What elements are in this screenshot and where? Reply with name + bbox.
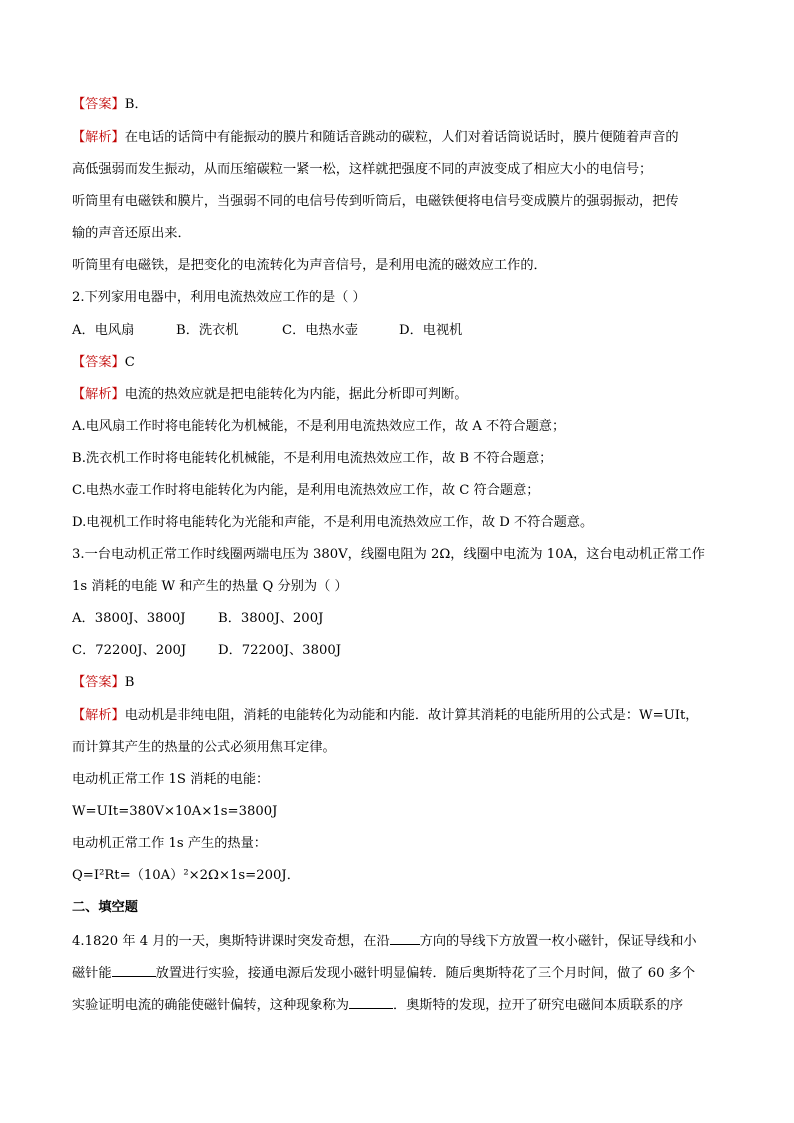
q2-stem: 2.下列家用电器中，利用电流热效应工作的是（ ） <box>72 290 366 305</box>
q3-stem-line-2: 1s 消耗的电能 W 和产生的热量 Q 分别为（ ） <box>72 579 348 594</box>
q3-stem-line-1: 3.一台电动机正常工作时线圈两端电压为 380V，线圈电阻为 2Ω，线圈中电流为 10A，这台电动机正常工作 <box>72 547 705 562</box>
q3-analysis-line-4: W=UIt=380V×10A×1s=3800J <box>72 804 278 819</box>
q4-text: ．奥斯特的发现，拉开了研究电磁间本质联系的序 <box>392 998 684 1013</box>
q2-analysis-line-2: A.电风扇工作时将电能转化为机械能，不是利用电流热效应工作，故 A 不符合题意； <box>72 419 566 434</box>
fill-blank-2[interactable] <box>112 962 156 977</box>
q2-answer: C <box>124 355 135 370</box>
q1-analysis-line-1 <box>72 128 679 148</box>
q4-text: 磁针能 <box>72 966 112 981</box>
q4-line-3 <box>72 994 683 1016</box>
answer-tag: 【答案】 <box>72 675 125 690</box>
answer-tag: 【答案】 <box>72 97 125 112</box>
q3-analysis-line-1 <box>72 706 698 726</box>
q2-option-b: B．洗衣机 <box>176 323 239 338</box>
fill-blank-1[interactable] <box>390 930 420 945</box>
q4-text: 放置进行实验，接通电源后发现小磁针明显偏转．随后奥斯特花了三个月时间，做了 60 多个 <box>155 966 696 981</box>
q2-analysis-line-3: B.洗衣机工作时将电能转化机械能，不是利用电流热效应工作，故 B 不符合题意； <box>72 451 553 466</box>
q2-option-c: C．电热水壶 <box>282 323 359 338</box>
q3-analysis-line-5: 电动机正常工作 1s 产生的热量： <box>72 836 267 851</box>
q3-option-a: A．3800J、3800J <box>72 611 186 626</box>
q4-text: 4.1820 年 4 月的一天，奥斯特讲课时突发奇想，在沿 <box>72 934 390 949</box>
q3-option-b: B．3800J、200J <box>218 611 324 626</box>
q1-answer: B． <box>124 97 148 112</box>
q1-analysis-line-5: 听筒里有电磁铁，是把变化的电流转化为声音信号，是利用电流的磁效应工作的． <box>72 258 547 273</box>
q3-analysis-line-6: Q=I²Rt=（10A）²×2Ω×1s=200J． <box>72 868 300 883</box>
q3-answer: B <box>124 675 135 690</box>
q3-analysis-text: 电动机是非纯电阻，消耗的电能转化为动能和内能．故计算其消耗的电能所用的公式是：W=UIt， <box>124 708 699 723</box>
q2-analysis-line-5: D.电视机工作时将电能转化为光能和声能，不是利用电流热效应工作，故 D 不符合题意。 <box>72 515 594 530</box>
q3-analysis-line-2: 而计算其产生的热量的公式必须用焦耳定律。 <box>72 740 336 755</box>
q3-analysis-line-3: 电动机正常工作 1S 消耗的电能： <box>72 772 270 787</box>
q2-analysis-line-1 <box>72 385 468 405</box>
q2-analysis-line-4: C.电热水壶工作时将电能转化为内能，是利用电流热效应工作，故 C 符合题意； <box>72 483 540 498</box>
q4-text: 方向的导线下方放置一枚小磁针，保证导线和小 <box>419 934 697 949</box>
q1-analysis-line-2: 高低强弱而发生振动，从而压缩碳粒一紧一松，这样就把强度不同的声波变成了相应大小的电信号； <box>72 162 653 177</box>
q3-answer-line <box>72 673 134 693</box>
q2-option-d: D．电视机 <box>399 323 463 338</box>
q2-option-a: A．电风扇 <box>72 323 135 338</box>
q1-analysis-line-3: 听筒里有电磁铁和膜片，当强弱不同的电信号传到听筒后，电磁铁便将电信号变成膜片的强弱振动，把传 <box>72 194 679 209</box>
q3-option-c: C．72200J、200J <box>72 643 187 658</box>
q2-analysis-text: 电流的热效应就是把电能转化为内能，据此分析即可判断。 <box>124 387 468 402</box>
q1-analysis-line-4: 输的声音还原出来． <box>72 226 191 241</box>
q1-answer-line <box>72 95 148 115</box>
analysis-tag: 【解析】 <box>72 708 125 723</box>
analysis-tag: 【解析】 <box>72 387 125 402</box>
answer-tag: 【答案】 <box>72 355 125 370</box>
q1-analysis-text: 在电话的话筒中有能振动的膜片和随话音跳动的碳粒，人们对着话筒说话时，膜片便随着声音的 <box>124 130 679 145</box>
q4-text: 实验证明电流的确能使磁针偏转，这种现象称为 <box>72 998 349 1013</box>
q4-line-1 <box>72 930 697 952</box>
section-title: 二、填空题 <box>72 900 138 915</box>
q4-line-2 <box>72 962 695 984</box>
q3-option-d: D．72200J、3800J <box>218 643 342 658</box>
q2-answer-line <box>72 353 135 373</box>
fill-blank-3[interactable] <box>349 994 393 1009</box>
analysis-tag: 【解析】 <box>72 130 125 145</box>
